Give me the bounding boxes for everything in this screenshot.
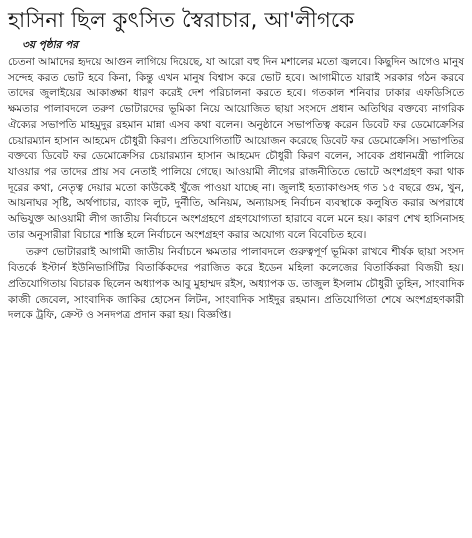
article-paragraph: তরুণ ভোটাররাই আগামী জাতীয় নির্বাচনে ক্ষমতার পালাবদলে গুরুত্বপূর্ণ ভূমিকা রাখবে শীর্ষক ছায়া সংসদ বিতর্কে ইস্টার্ন ইউনিভার্সিটির বিতার্কিকদের পরাজিত করে ইডেন মহিলা কলেজের বিতার্কিকরা বিজয়ী হয়। প্রতিযোগিতায় বিচারক ছিলেন অধ্যাপক আবু মুহাম্মদ রইস, অধ্যাপক ড. তাজুল ইসলাম চৌধুরী তুহিন, সাংবাদিক কাজী জেবেল, সাংবাদিক জাকির হোসেন লিটন, সাংবাদিক সাইদুর রহমান। প্রতিযোগিতা শেষে অংশগ্রহণকারী দলকে ট্রফি, ক্রেস্ট ও সনদপত্র প্রদান করা হয়। বিজ্ঞপ্তি। xyxy=(8,246,464,322)
headline: হাসিনা ছিল কুৎসিত স্বৈরাচার, আ'লীগকে xyxy=(8,8,355,32)
article-paragraph: চেতনা আমাদের হৃদয়ে আগুন লাগিয়ে দিয়েছে, যা আরো বহু দিন মশালের মতো জ্বলবে। কিছুদিন আগেও মানুষ সন্দেহ করত ভোট হবে কিনা, কিন্তু এখন মানুষ বিশ্বাস করে ভোট হবে। আগামীতে যারাই সরকার গঠন করবে তাদের জুলাইয়ের আকাঙ্ক্ষা ধারণ করেই দেশ পরিচালনা করতে হবে। গতকাল শনিবার ঢাকার এফডিসিতে ক্ষমতার পালাবদলে তরুণ ভোটারদের ভূমিকা নিয়ে আয়োজিত ছায়া সংসদে প্রধান অতিথির বক্তব্যে নাগরিক ঐক্যের সভাপতি মাহমুদুর রহমান মান্না এসব কথা বলেন। অনুষ্ঠানে সভাপতিত্ব করেন ডিবেট ফর ডেমোক্রেসির চেয়ারম্যান হাসান আহমেদ চৌধুরী কিরণ। প্রতিযোগিতাটি আয়োজন করেছে ডিবেট ফর ডেমোক্রেসি। সভাপতির বক্তব্যে ডিবেট ফর ডেমোক্রেসির চেয়ারম্যান হাসান আহমেদ চৌধুরী কিরণ বলেন, সাবেক প্রধানমন্ত্রী পালিয়ে যাওয়ার পর তাদের প্রায় সব নেতাই পালিয়ে গেছে। আওয়ামী লীগের রাজনীতিতে ভোটে অংশগ্রহণ করা থাক দূরের কথা, নেতৃত্ব দেয়ার মতো কাউকেই খুঁজে পাওয়া যাচ্ছে না। জুলাই হত্যাকাণ্ডসহ গত ১৫ বছরে গুম, খুন, আয়নাঘর সৃষ্টি, অর্থপাচার, ব্যাংক লুট, দুর্নীতি, অনিয়ম, অন্যায়সহ নির্বাচন ব্যবস্থাকে কলুষিত করার অপরাধে অভিযুক্ত আওয়ামী লীগ জাতীয় নির্বাচনে অংশগ্রহণে গ্রহণযোগ্যতা হারাবে বলে মনে হয়। কারণ শেখ হাসিনাসহ তার অনুসারীরা বিচারে শাস্তি হলে নির্বাচনে অংশগ্রহণ করার অযোগ্য বলে বিবেচিত হবে। xyxy=(8,56,464,241)
article-body xyxy=(8,55,464,324)
continued-from-label: ৩য় পৃষ্ঠার পর xyxy=(22,39,79,51)
